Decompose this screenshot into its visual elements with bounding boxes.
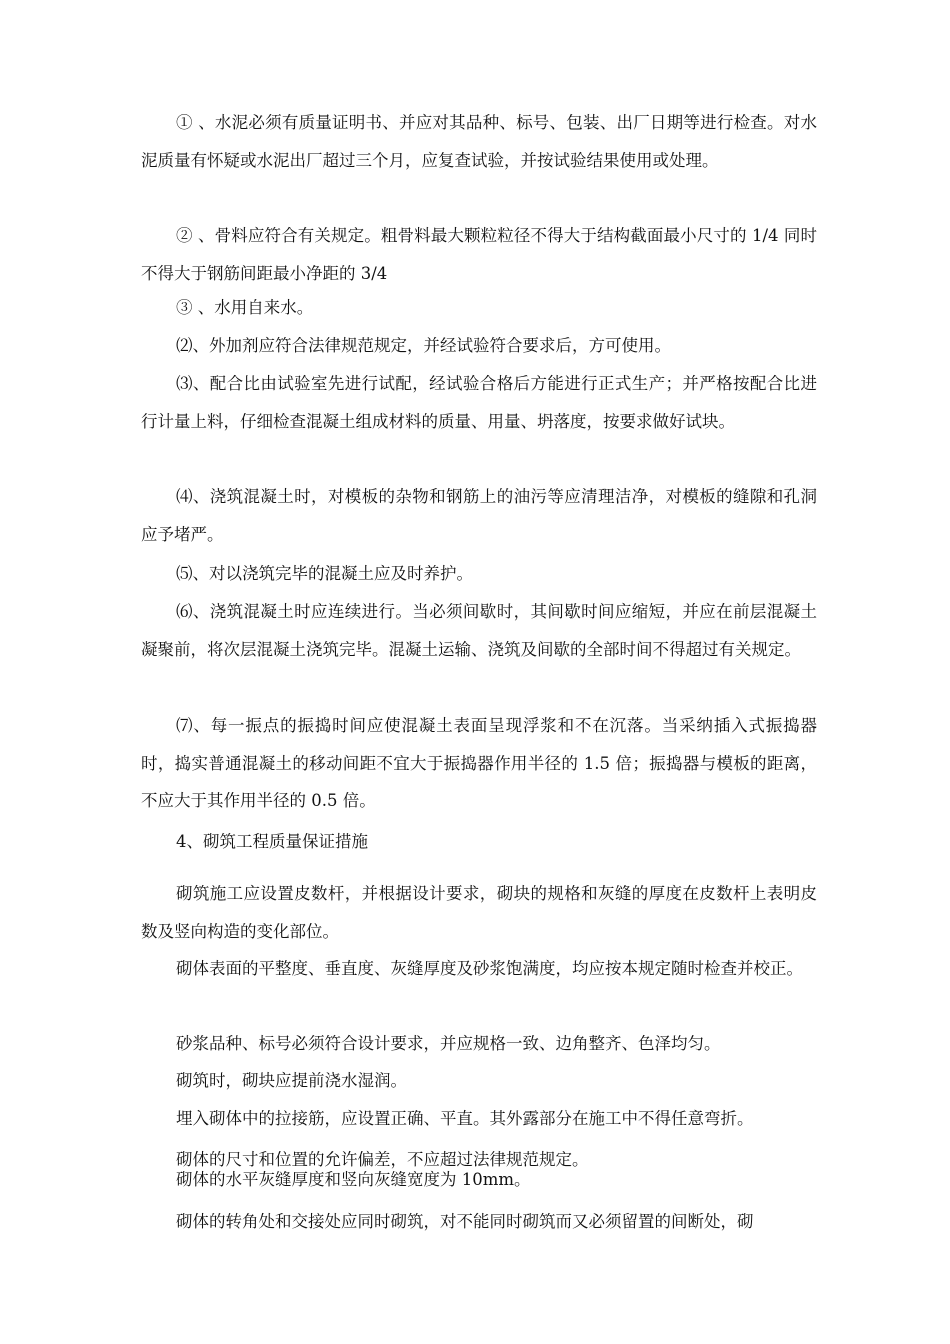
paragraph-joint-width: 砌体的水平灰缝厚度和竖向灰缝宽度为 10mm。 xyxy=(176,1170,531,1189)
paragraph-tie-bars: 埋入砌体中的拉接筋，应设置正确、平直。其外露部分在施工中不得任意弯折。 xyxy=(176,1109,754,1128)
paragraph-corners: 砌体的转角处和交接处应同时砌筑，对不能同时砌筑而又必须留置的间断处，砌 xyxy=(176,1212,754,1231)
paragraph-pouring: ⑷、浇筑混凝土时，对模板的杂物和钢筋上的油污等应清理洁净，对模板的缝隙和孔洞应予堵严。 xyxy=(141,487,817,544)
paragraph-continuous-pour: ⑹、浇筑混凝土时应连续进行。当必须间歇时，其间歇时间应缩短，并应在前层混凝土凝聚前，将次层混凝土浇筑完毕。混凝土运输、浇筑及间歇的全部时间不得超过有关规定。 xyxy=(141,602,817,659)
paragraph-tolerance: 砌体的尺寸和位置的允许偏差，不应超过法律规范规定。 xyxy=(176,1150,589,1169)
paragraph-gauge-rod: 砌筑施工应设置皮数杆，并根据设计要求，砌块的规格和灰缝的厚度在皮数杆上表明皮数及竖向构造的变化部位。 xyxy=(141,884,817,941)
paragraph-mortar: 砂浆品种、标号必须符合设计要求，并应规格一致、边角整齐、色泽均匀。 xyxy=(176,1034,721,1053)
paragraph-aggregate: ② 、骨料应符合有关规定。粗骨料最大颗粒粒径不得大于结构截面最小尺寸的 1/4 同时不得大于钢筋间距最小净距的 3/4 xyxy=(141,226,817,283)
section-heading-masonry: 4、砌筑工程质量保证措施 xyxy=(176,832,368,851)
paragraph-flatness: 砌体表面的平整度、垂直度、灰缝厚度及砂浆饱满度，均应按本规定随时检查并校正。 xyxy=(176,959,803,978)
paragraph-wetting: 砌筑时，砌块应提前浇水湿润。 xyxy=(176,1071,407,1090)
paragraph-admixture: ⑵、外加剂应符合法律规范规定，并经试验符合要求后，方可使用。 xyxy=(176,336,671,355)
paragraph-curing: ⑸、对以浇筑完毕的混凝土应及时养护。 xyxy=(176,564,473,583)
paragraph-mix-ratio: ⑶、配合比由试验室先进行试配，经试验合格后方能进行正式生产；并严格按配合比进行计量上料，仔细检查混凝土组成材料的质量、用量、坍落度，按要求做好试块。 xyxy=(141,374,817,431)
paragraph-vibration: ⑺、每一振点的振捣时间应使混凝土表面呈现浮浆和不在沉落。当采纳插入式振捣器时，捣实普通混凝土的移动间距不宜大于振捣器作用半径的 1.5 倍；振捣器与模板的距离，不应大于其作用半径的 0.5 倍。 xyxy=(141,716,817,810)
paragraph-cement: ① 、水泥必须有质量证明书、并应对其品种、标号、包装、出厂日期等进行检查。对水泥质量有怀疑或水泥出厂超过三个月，应复查试验，并按试验结果使用或处理。 xyxy=(141,113,817,170)
paragraph-water: ③ 、水用自来水。 xyxy=(176,298,314,317)
